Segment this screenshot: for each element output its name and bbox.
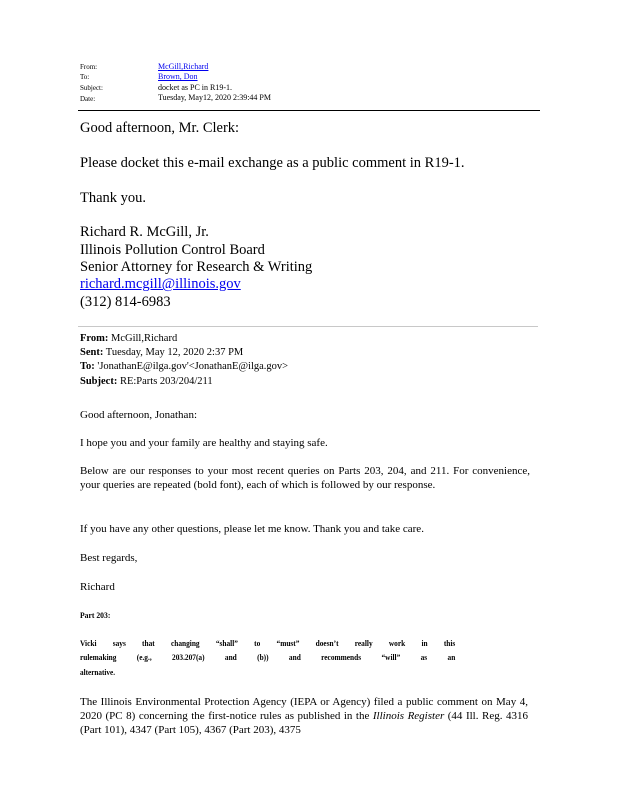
query-line-2 [80,653,455,662]
query-word: “will” [381,653,401,662]
header-date-label: Date: [80,95,96,103]
fwd-from [80,333,177,344]
header-date-value: Tuesday, May12, 2020 2:39:44 PM [158,93,271,102]
docket-request: Please docket this e-mail exchange as a public comment in R19-1. [80,155,465,171]
fwd-from-label: From: [80,333,109,344]
query-word: rulemaking [80,653,117,662]
query-word: this [443,639,456,648]
query-word: in [421,639,428,648]
header-subject-value: docket as PC in R19-1. [158,83,232,92]
query-word: recommends [321,653,362,662]
query-word: an [447,653,456,662]
header-divider [78,110,540,111]
fwd-to-label: To: [80,361,95,372]
header-from-link[interactable]: McGill,Richard [158,62,209,71]
fwd-greeting: Good afternoon, Jonathan: [80,409,197,421]
query-word: work [388,639,406,648]
fwd-to-value: 'JonathanE@ilga.gov'<JonathanE@ilga.gov> [97,361,289,372]
query-line-3: alternative. [80,668,115,677]
part-heading: Part 203: [80,610,111,620]
fwd-name: Richard [80,581,115,593]
forward-divider [78,326,538,327]
fwd-sent [80,347,243,358]
response-text-b: (44 Ill. Reg. 4316 (Part 101), 4347 (Part 105), 4367 (Part 203), 4375 [80,710,528,736]
query-word: and [288,653,301,662]
response-register-title: Illinois Register [372,710,445,722]
query-word: (b)) [257,653,269,662]
signature-name: Richard R. McGill, Jr. [80,224,209,240]
fwd-paragraph-3: If you have any other questions, please let me know. Thank you and take care. [80,523,424,535]
fwd-subject-label: Subject: [80,376,118,387]
fwd-sent-label: Sent: [80,347,104,358]
query-word: “must” [276,639,300,648]
fwd-closing: Best regards, [80,552,138,564]
response-paragraph [80,695,528,737]
query-word: doesn’t [315,639,339,648]
signature-org: Illinois Pollution Control Board [80,242,265,258]
query-word: changing [170,639,200,648]
header-to-link[interactable]: Brown, Don [158,72,198,81]
fwd-subject-value: RE:Parts 203/204/211 [119,376,213,387]
header-from-label: From: [80,63,98,71]
header-subject-label: Subject: [80,84,103,92]
greeting-clerk: Good afternoon, Mr. Clerk: [80,120,240,136]
query-word: as [420,653,428,662]
query-word: and [224,653,237,662]
query-word: 203.207(a) [172,653,205,662]
fwd-paragraph-1: I hope you and your family are healthy and staying safe. [80,437,328,449]
signature-email-link[interactable]: richard.mcgill@illinois.gov [80,276,241,292]
query-word: really [354,639,373,648]
query-word: (e.g., [136,653,152,662]
fwd-subject [80,376,213,387]
query-word: Vicki [80,639,97,648]
fwd-from-value: McGill,Richard [111,333,178,344]
response-text-a: The Illinois Environmental Protection Agency (IEPA or Agency) filed a public comment on May 4, 2020 (PC 8) concerning the first-notice rules as published in the [80,696,528,722]
query-word: to [254,639,261,648]
query-word: “shall” [215,639,238,648]
thanks: Thank you. [80,190,147,206]
signature-title: Senior Attorney for Research & Writing [80,259,313,275]
signature-phone: (312) 814-6983 [80,294,171,310]
query-word: says [112,639,126,648]
query-line-1 [80,639,455,648]
header-to-label: To: [80,73,90,81]
fwd-sent-value: Tuesday, May 12, 2020 2:37 PM [105,347,244,358]
query-word: that [142,639,155,648]
fwd-to [80,361,288,372]
fwd-paragraph-2: Below are our responses to your most recent queries on Parts 203, 204, and 211. For convenience, your queries are repeated (bold font), each of which is followed by our response. [80,465,530,491]
